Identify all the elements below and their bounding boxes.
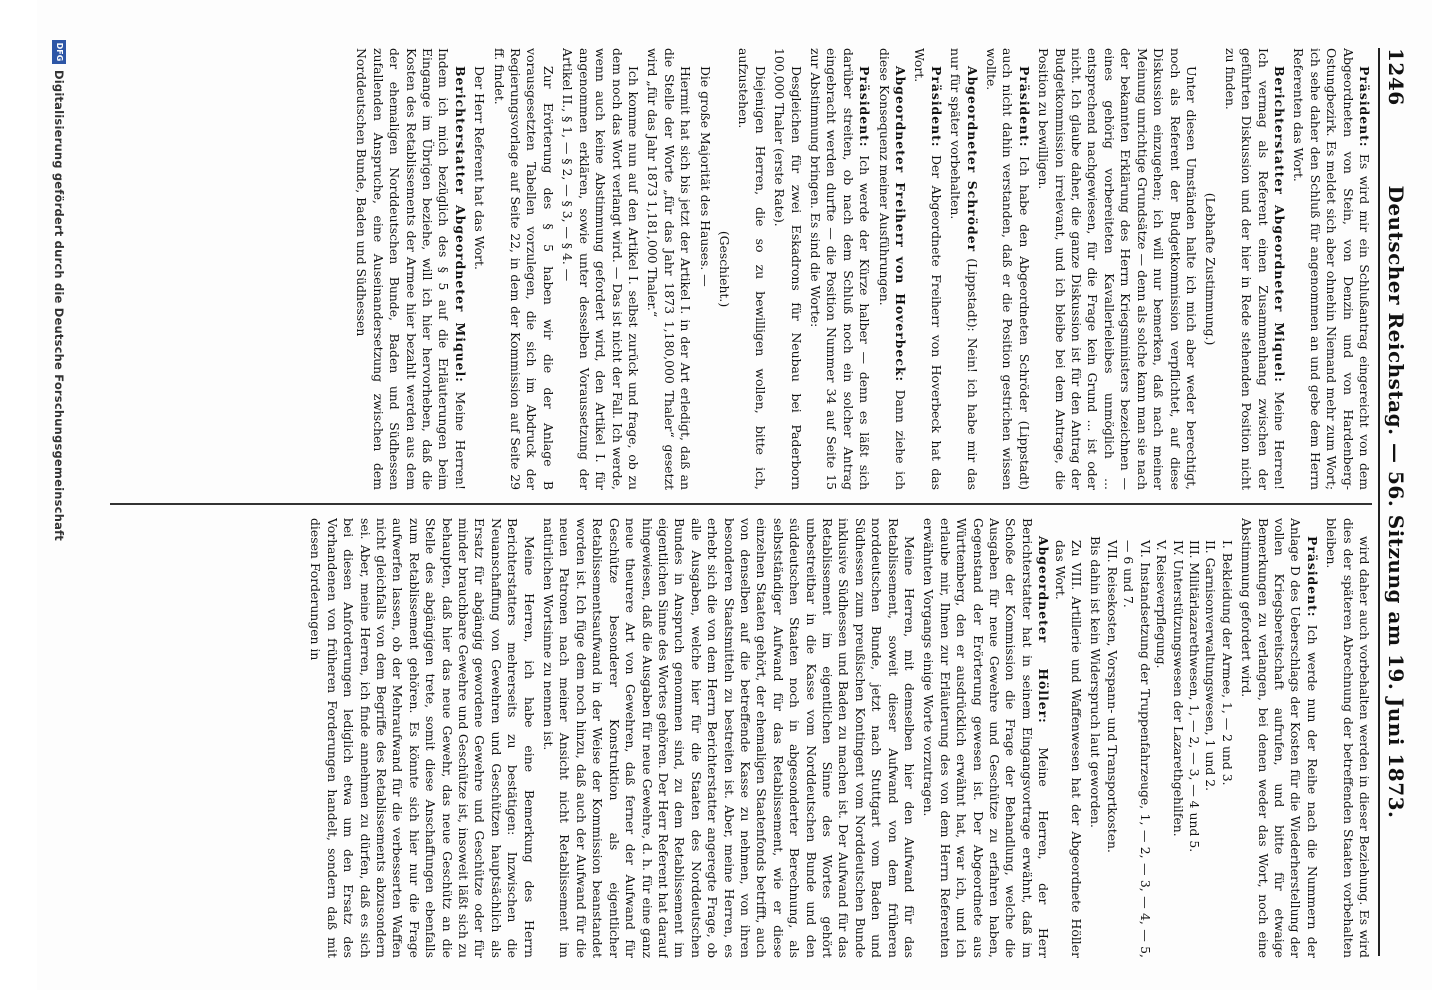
speaker-name: Präsident: xyxy=(857,66,873,148)
paragraph-text: Ich habe den Abgeordneten Schröder (Lippstadt) auch nicht dahin verstanden, daß er die Position gestrichen wissen wollte. xyxy=(984,48,1032,490)
paragraph-text: Meine Herren, mit demselben hier den Aufwand für das Retablissement, soweit dieser Aufwand von dem früheren norddeutschen Bunde, jetzt nach Stuttgart vom Baden und Südhessen zum preußischen Kontingent vom Norddeutschen Bunde inklusive Südhessen und Baden zu machen ist. Der Aufwand für das Retablissement im eigentlichen Sinne des Wortes gehört unbestreitbar in die Kasse vom Norddeutschen Bunde und den süddeutschen Staaten noch in abgesonderter Berechnung, als selbstständiger Aufwand für das Retablissement, wie er diese einzelnen Staaten gehört, der ehemaligen Staatenfonds betrifft, auch von denselben auf die betreffende Kasse zu nehmen, von ihren besonderen Staatsmitteln zu bestreiten ist. Aber, meine Herren, es erhebt sich die von dem Herrn Berichterstatter angeregte Frage, ob alle Ausgaben, welche hier für die Staaten des Norddeutschen Bundes in Anspruch genommen sind, zu dem Retablissement im eigentlichen Sinne des Wortes gehören. Der Herr Referent hat darauf hingewiesen, daß die Ausgaben für neue Gewehre, d. h. für eine ganz neue theurere Art von Gewehren, daß ferner der Aufwand für Geschütze besonderer Konstruktion als eigentlicher Retablissementsaufwand in der Weise der Kommission beanstandet worden ist. Ich füge dem noch hinzu, daß auch der Aufwand für die neuen Patronen nach meiner Ansicht nicht Retablissement im natürlichen Wortsinne zu nennen ist. xyxy=(541,518,918,958)
left-column-paragraph xyxy=(807,48,873,490)
paragraph-text: Zu VIII. Artillerie und Waffenwesen hat der Abgeordnete Höller das Wort. xyxy=(1052,540,1085,958)
paragraph-text: VII. Reisekosten, Vorspann- und Transportkosten. xyxy=(1104,540,1120,853)
left-column-paragraph xyxy=(353,48,468,490)
right-column-paragraph xyxy=(1202,518,1218,958)
left-column xyxy=(110,48,1372,490)
paragraph-text: Die große Majorität des Hauses. — xyxy=(697,66,713,287)
right-column-paragraph xyxy=(1051,518,1084,958)
paragraph-text: Der Herr Referent hat das Wort. xyxy=(472,66,488,270)
paragraph-text: Meine Herren, ich habe eine Bemerkung des Herrn Berichterstatters mehrerseits zu bestätigen: Inzwischen die Neuanschaffung von Gewehren und Geschützen hauptsächlich als Ersatz für abgängig gewordene Gewehre und Geschütze oder für minder brauchbare Gewehre und Geschütze ist, insoweit läßt sich zu behaupten, daß hier das neue Gewehr, das neue Geschütz an die Stelle des abgängigen trete, somit diese Anschaffungen ebenfalls zum Retablissement gehören. Es könnte sich hier nur die Frage aufwerfen lassen, ob der Mehraufwand für die verbesserten Waffen nicht gleichfalls von dem Begriffe des Retablissements abzusondern sei. Aber, meine Herren, ich finde annehmen zu dürfen, daß es sich bei diesen Anforderungen lediglich etwa um den Ersatz des Vorhandenen von früheren Forderungen handelt, sondern daß mit diesen Forderungen in xyxy=(308,518,537,958)
left-column-paragraph xyxy=(983,48,1032,490)
left-column-paragraph xyxy=(947,48,980,490)
paragraph-text: I. Bekleidung der Armee, 1, — 2 und 3. xyxy=(1219,540,1235,786)
paragraph-text: Ich werde der Kürze halber — denn es läßt sich darüber streiten, ob nach dem Schluß noch ein solcher Antrag eingebracht werden durfte — die Position Nummer 34 auf Seite 15 zur Abstimmung bringen. Es sind die Worte: xyxy=(808,48,873,490)
paragraph-text: Der Abgeordnete Freiherr von Hoverbeck hat das Wort. xyxy=(912,48,944,490)
page-number: 1246 xyxy=(1384,48,1408,106)
right-column-paragraph xyxy=(1218,518,1234,958)
right-column-paragraph xyxy=(1120,518,1153,958)
left-column-paragraph xyxy=(559,48,641,490)
left-column-paragraph xyxy=(644,48,693,490)
paragraph-text: II. Garnisonverwaltungswesen, 1 und 2. xyxy=(1203,540,1219,792)
paragraph-text: Meine Herren! Ich vermag als Referent einen Zusammenhang zwischen der geführten Diskussion und der hier in Rede stehenden Position nicht zu finden. xyxy=(1222,48,1287,490)
paragraph-text: VI. Instandsetzung der Truppenfahrzeuge, 1, — 2, — 3, — 4, — 5, — 6 und 7. xyxy=(1121,540,1153,958)
right-column-paragraph xyxy=(1087,518,1103,958)
left-column-paragraph xyxy=(716,48,732,490)
paragraph-text: Diejenigen Herren, die so zu bewilligen wollen, bitte ich, aufzustehen. xyxy=(736,48,768,490)
speaker-name: Abgeordneter Höller: xyxy=(1036,536,1052,724)
dfg-logo: DFG xyxy=(52,40,66,64)
paragraph-text: Ich komme nun auf den Artikel I. selbst zurück und frage, ob zu dem noch das Wort verlangt wird. — Das ist nicht der Fall. Ich werde, wenn auch keine Abstimmung gefordert wird, den Artikel I. für angenommen erklären, sowie unter desselben Voraussetzung der Artikel II., § 1, — § 2, — § 3, — § 4. — xyxy=(560,48,641,490)
left-column-paragraph xyxy=(735,48,768,490)
speaker-name: Berichterstatter Abgeordneter Miquel: xyxy=(452,66,468,383)
paragraph-text: Desgleichen für zwei Eskadrons für Neubau bei Paderborn 100,000 Thaler (erste Rate). xyxy=(772,48,804,490)
left-column-paragraph xyxy=(471,48,487,490)
right-column-paragraph xyxy=(1169,518,1185,958)
paragraph-text: Ich werde nun der Reihe nach die Nummern der Anlage D des Ueberschlags der Kosten für die Wiederherstellung der vollen Kriegsbereitschaft aufrufen, und bitte für etwaige Bemerkungen zu verlangen, bei denen weder das Wort, noch eine Abstimmung gefordert wird. xyxy=(1239,518,1320,958)
paragraph-text: Meine Herren! Indem ich mich bezüglich des § 5 auf die Erläuterungen beim Eingange im Übrigen beziehe, will ich hier hervorheben, daß die Kosten des Retablissements der Armee hier bezahlt werden aus dem der ehemaligen Norddeutschen Bunde, Baden und Südhessen zufallenden Anspruche, eine Auseinandersetzung zwischen dem Norddeutschen Bunde, Baden und Südhessen xyxy=(354,48,468,490)
paragraph-text: Bis dahin ist kein Widerspruch laut geworden. xyxy=(1088,536,1104,828)
column-divider xyxy=(110,503,1372,505)
footer-text: Digitalisierung gefördert durch die Deutsche Forschungsgemeinschaft xyxy=(52,70,66,541)
header-title: Deutscher Reichstag. — 56. Sitzung am 19. Juni 1873. xyxy=(1384,185,1408,819)
paragraph-text: (Lippstadt): Nein! ich habe mir das nur für später vorbehalten. xyxy=(948,48,980,490)
right-column-paragraph xyxy=(1323,518,1372,958)
right-column xyxy=(110,518,1372,958)
paragraph-text: III. Militärlazarethwesen, 1, — 2, — 3, — 4 und 5. xyxy=(1186,540,1202,853)
speaker-name: Präsident: xyxy=(928,66,944,148)
running-header xyxy=(1378,48,1410,956)
paragraph-text: wird daher auch vorbehalten werden in dieser Beziehung. Es wird dies der späteren Abrechnung der betreffenden Staaten vorbehalten bleiben. xyxy=(1324,518,1372,958)
paragraph-text: Unter diesen Umständen halte ich mich aber weder berechtigt, noch als Referent der Budgetkommission verpflichtet, auf diese Diskussion einzugehen; ich will nur bemerken, daß nach meiner Meinung unrichtige Grundsätze — denn als solche kann man sie nach der bekannten Erklärung des Herrn Kriegsministers bezeichnen — eines gehörig vorbereiteten Kavallerieleibes unmöglich ... entsprechend nachgewiesen, für die Frage kein Grund ... ist oder nicht. Ich glaube daher, die ganze Diskussion ist für den Antrag der Budgetkommission irrelevant, und ich bleibe bei dem Antrage, die Position zu bewilligen. xyxy=(1036,48,1199,490)
right-column-paragraph xyxy=(920,518,1051,958)
speaker-name: Abgeordneter Schröder xyxy=(964,66,980,253)
paragraph-text: IV. Unterstützungswesen der Lazarethgehilfen. xyxy=(1170,540,1186,837)
paragraph-text: Dann ziehe ich diese Konsequenz meiner Ausführungen. xyxy=(876,48,909,490)
speaker-name: Präsident: xyxy=(1304,536,1320,618)
paragraph-text: Zur Erörterung des § 5 haben wir die der Anlage B vorausgesetzten Tabellen vorzulegen, die sich im Abdruck der Regierungsvorlage auf Seite 22, in dem der Kommission auf Seite 29 ff. findet. xyxy=(491,48,556,490)
paragraph-text: Hiermit hat sich bis jetzt der Artikel I. in der Art erledigt, daß an die Stelle der Worte „für das Jahr 1873 1,180,000 Thaler“ gesetzt wird „für das Jahr 1873 1,181,000 Thaler.“ xyxy=(645,48,694,490)
right-column-paragraph xyxy=(1153,518,1169,958)
speaker-name: Abgeordneter Freiherr von Hoverbeck: xyxy=(893,66,909,383)
paragraph-text: (Lebhafte Zustimmung.) xyxy=(1203,192,1219,346)
right-column-paragraph xyxy=(307,518,537,958)
right-column-paragraph xyxy=(1238,518,1320,958)
left-column-paragraph xyxy=(1290,48,1372,490)
speaker-name: Präsident: xyxy=(1016,66,1032,148)
right-column-paragraph xyxy=(1104,518,1120,958)
speaker-name: Präsident: xyxy=(1357,66,1372,148)
left-column-paragraph xyxy=(875,48,908,490)
left-column-paragraph xyxy=(1202,48,1218,490)
left-column-paragraph xyxy=(1035,48,1199,490)
speaker-name: Berichterstatter Abgeordneter Miquel: xyxy=(1271,66,1287,383)
scanned-page xyxy=(37,0,1432,990)
paragraph-text: V. Reiseverpflegung. xyxy=(1154,540,1170,669)
paragraph-text: Meine Herren, der Herr Berichterstatter hat in seinem Eingangsvortrage erwähnt, daß im Schoße der Kommission die Frage der Behandlung, welche die Ausgaben für neue Gewehre und Geschütze zu erfahren haben, Gegenstand der Erörterung gewesen ist. Der Abgeordnete aus Württemberg, den er ausdrücklich erwähnt hat, war ich, und ich erlaube mir, Ihnen zur Erläuterung des von dem Herrn Referenten erwähnten Vorgangs einige Worte vorzutragen. xyxy=(921,518,1052,958)
right-column-paragraph xyxy=(1186,518,1202,958)
paragraph-text: (Geschieht.) xyxy=(716,230,732,308)
left-column-paragraph xyxy=(1221,48,1287,490)
digitization-footer xyxy=(46,40,72,541)
paragraph-text: Es wird mir ein Schlußantrag eingereicht von dem Abgeordneten von Stein, von Denzin und von Hardenberg-Ostungbezirk. Es meldet sich aber ohnehin Niemand mehr zum Wort; ich sehe daher den Schluß für angenommen an und gebe dem Herrn Referenten das Wort. xyxy=(1291,48,1372,490)
left-column-paragraph xyxy=(911,48,944,490)
right-column-paragraph xyxy=(540,518,917,958)
left-column-paragraph xyxy=(771,48,804,490)
left-column-paragraph xyxy=(696,48,712,490)
left-column-paragraph xyxy=(490,48,556,490)
